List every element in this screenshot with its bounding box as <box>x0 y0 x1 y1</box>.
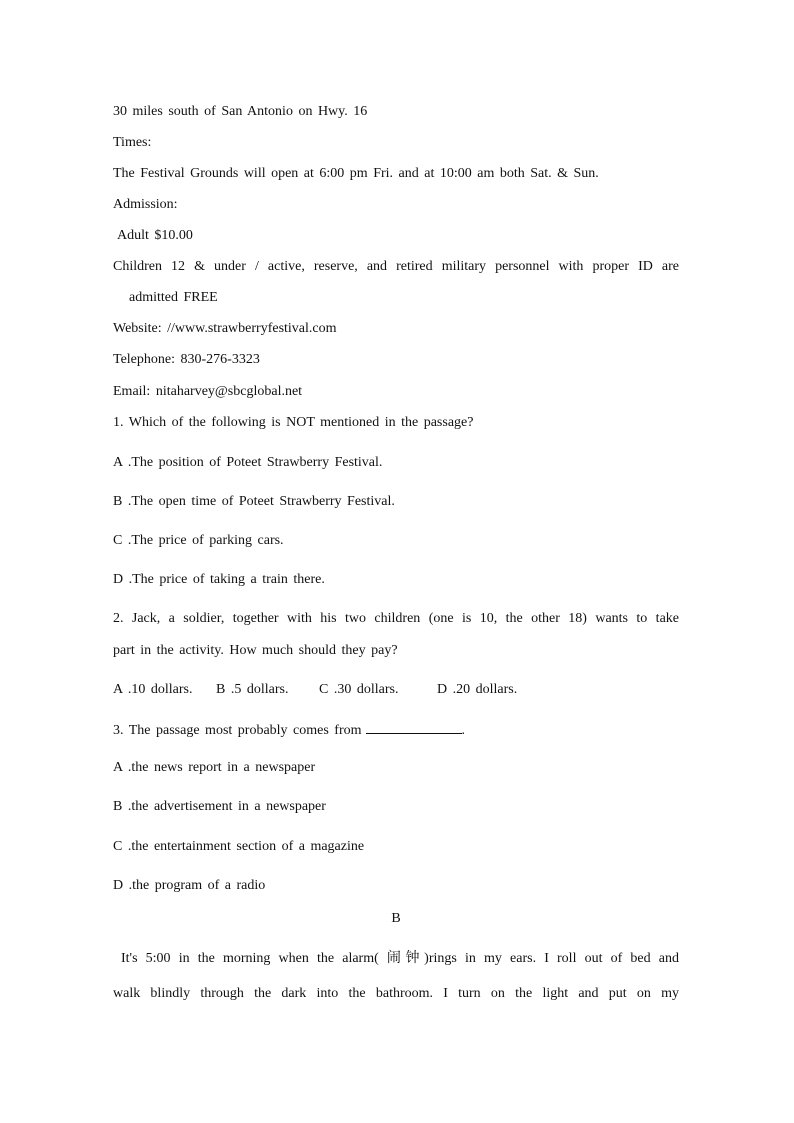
question-2-stem-line2: part in the activity. How much should they pay? <box>113 643 398 658</box>
question-3-option-b: B .the advertisement in a newspaper <box>113 799 326 814</box>
times-label: Times: <box>113 135 152 150</box>
answer-blank <box>366 720 462 734</box>
section-b-paragraph-line2: walk blindly through the dark into the bathroom. I turn on the light and put on my <box>113 986 679 1001</box>
children-admission-line1: Children 12 & under / active, reserve, and retired military personnel with proper ID are <box>113 259 679 274</box>
question-2-option-a: A .10 dollars. <box>113 682 193 697</box>
question-1-option-b: B .The open time of Poteet Strawberry Festival. <box>113 494 395 509</box>
question-2-option-b: B .5 dollars. <box>216 682 289 697</box>
question-3-stem-end: . <box>461 723 466 738</box>
section-b-heading: B <box>391 911 401 926</box>
question-1-stem: 1. Which of the following is NOT mentioned in the passage? <box>113 415 474 430</box>
children-admission-line2: admitted FREE <box>129 290 218 305</box>
times-text: The Festival Grounds will open at 6:00 pm Fri. and at 10:00 am both Sat. & Sun. <box>113 166 599 181</box>
website-line: Website: //www.strawberryfestival.com <box>113 321 337 336</box>
question-3-option-c: C .the entertainment section of a magazine <box>113 839 365 854</box>
question-3-stem-row <box>113 720 465 740</box>
question-3-option-d: D .the program of a radio <box>113 878 266 893</box>
email-line: Email: nitaharvey@sbcglobal.net <box>113 384 303 399</box>
question-3-option-a: A .the news report in a newspaper <box>113 760 316 775</box>
telephone-line: Telephone: 830-276-3323 <box>113 352 260 367</box>
question-3-stem: 3. The passage most probably comes from <box>113 723 362 738</box>
question-1-option-c: C .The price of parking cars. <box>113 533 284 548</box>
adult-price: Adult $10.00 <box>117 228 193 243</box>
question-2-option-c: C .30 dollars. <box>319 682 399 697</box>
question-2-option-d: D .20 dollars. <box>437 682 518 697</box>
section-b-paragraph-line1: It's 5:00 in the morning when the alarm( 闹钟)rings in my ears. I roll out of bed and <box>121 951 679 966</box>
question-2-options <box>113 681 517 699</box>
question-2-stem-line1: 2. Jack, a soldier, together with his two children (one is 10, the other 18) wants to take <box>113 611 679 626</box>
location-line: 30 miles south of San Antonio on Hwy. 16 <box>113 104 368 119</box>
question-1-option-a: A .The position of Poteet Strawberry Festival. <box>113 455 383 470</box>
admission-label: Admission: <box>113 197 178 212</box>
question-1-option-d: D .The price of taking a train there. <box>113 572 325 587</box>
